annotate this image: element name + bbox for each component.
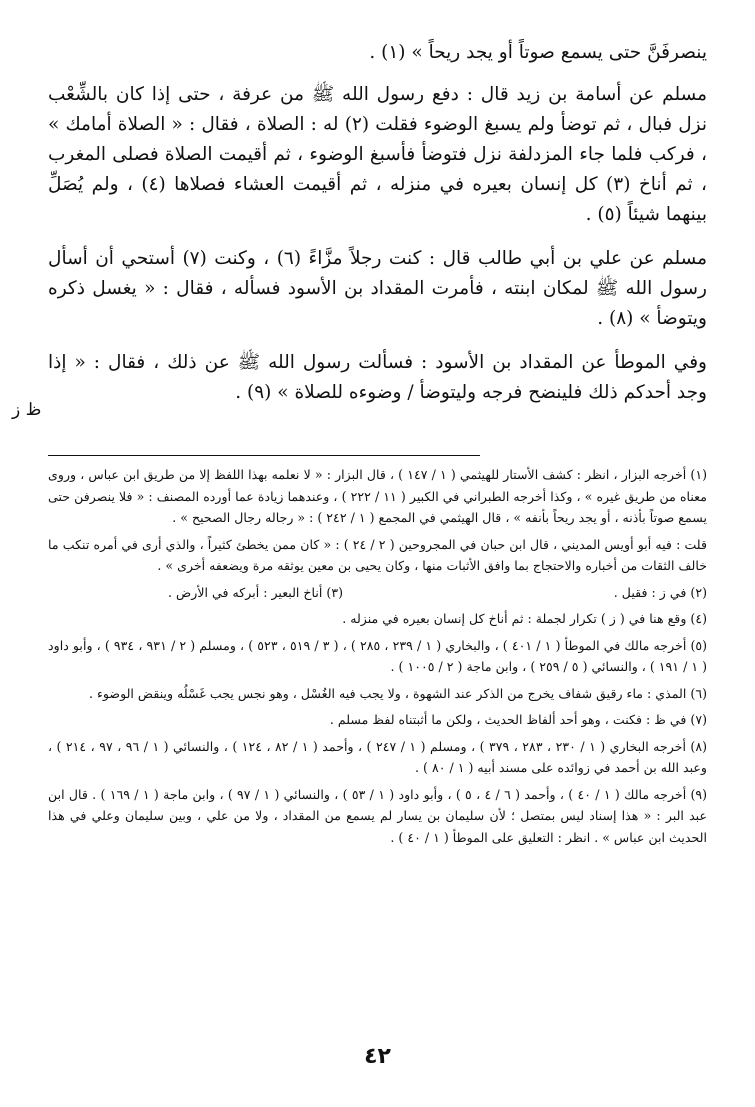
paragraph-continuation: ينصرفَنَّ حتى يسمع صوتاً أو يجد ريحاً » (١) . (369, 42, 707, 63)
paragraph-muwatta-hadith: وفي الموطأ عن المقداد بن الأسود : فسألت رسول الله ﷺ عن ذلك ، فقال : « إذا وجد أحدكم ذلك فلينضح فرجه وليتوضأ / وضوءه للصلاة » (٩) . (48, 352, 707, 403)
footnote-row-2-3 (48, 582, 707, 604)
footnote-2: (٢) في ز : فقيل . (613, 584, 707, 600)
paragraph-usama-hadith: مسلم عن أسامة بن زيد قال : دفع رسول الله ﷺ من عرفة ، حتى إذا كان بالشِّعْب نزل فبال ، ثم توضأ ولم يسبغ الوضوء فقلت (٢) له : الصلاة ، فقال : « الصلاة أمامك » ، فركب فلما جاء المزدلفة نزل فتوضأ فأسبغ الوضوء ، ثم أقيمت الصلاة فصلى المغرب ، ثم أناخ (٣) كل إنسان بعيره في منزله ، ثم أقيمت العشاء فصلاها (٤) ، ولم يُصَلِّ بينهما شيئاً (٥) . (48, 84, 707, 225)
footnote-7: (٧) في ظ : فكنت ، وهو أحد ألفاظ الحديث ، ولكن ما أثبتناه لفظ مسلم . (329, 712, 707, 727)
footnote-8: (٨) أخرجه البخاري ( ١ / ٢٣٠ ، ٢٨٣ ، ٣٧٩ ) ، ومسلم ( ١ / ٢٤٧ ) ، وأحمد ( ١ / ٨٢ ، ١٢٤ ) ، والنسائي ( ١ / ٩٦ ، ٩٧ ، ٢١٤ ) ، وعبد الله بن أحمد في زوائده على مسند أبيه ( ١ / ٨٠ ) . (48, 738, 708, 775)
footnote-1: (١) أخرجه البزار ، انظر : كشف الأستار للهيثمي ( ١ / ١٤٧ ) ، قال البزار : « لا نعلمه بهذا اللفظ إلا من طريق ابن عباس ، وروى معناه من طريق غيره » ، وكذا أخرجه الطبراني في الكبير ( ١١ / ٢٢٢ ) ، وعندهما زيادة عما أورده المصنف : « فلا ينصرفن حتى يسمع صوتاً بأذنه ، أو يجد ريحاً بأنفه » ، قال الهيثمي في المجمع ( ١ / ٢٤٢ ) : « رجاله رجال الصحيح » . (48, 467, 708, 525)
footnote-4: (٤) وقع هنا في ( ز ) تكرار لجملة : ثم أناخ كل إنسان بعيره في منزله . (342, 611, 707, 626)
footnote-6: (٦) المذي : ماء رقيق شفاف يخرج من الذكر عند الشهوة ، ولا يجب فيه الغُسْل ، وهو نجس يجب غَسْلُه وينقض الوضوء . (88, 685, 707, 701)
page-number: ٤٢ (364, 1044, 391, 1069)
footnote-1-comment: قلت : فيه أبو أويس المديني ، قال ابن حبان في المجروحين ( ٢ / ٢٤ ) : « كان ممن يخطئ كثيراً ، والذي أرى في أمره تنكب ما خالف الثقات من أخباره والاحتجاج بما وافق الأثبات منها ، وكان يحيى بن معين يوثقه مرة ويضعفه أخرى » . (48, 536, 707, 573)
footnote-divider (48, 455, 480, 456)
margin-note: ظ ز (12, 400, 42, 420)
footnote-3: (٣) أناخ البعير : أبركه في الأرض . (168, 584, 344, 600)
footnote-9: (٩) أخرجه مالك ( ١ / ٤٠ ) ، وأحمد ( ٦ / ٤ ، ٥ ) ، وأبو داود ( ١ / ٥٣ ) ، والنسائي ( ١ / ٩٧ ) ، وابن ماجة ( ١ / ١٦٩ ) . قال ابن عبد البر : « هذا إسناد ليس بمتصل ؛ لأن سليمان بن يسار لم يسمع من المقداد ، ولا من علي ، وبين سليمان وعلي في هذا الحديث ابن عباس » . انظر : التعليق على الموطأ ( ١ / ٤٠ ) . (48, 786, 708, 845)
paragraph-ali-hadith: مسلم عن علي بن أبي طالب قال : كنت رجلاً مزَّاءً (٦) ، وكنت (٧) أستحي أن أسأل رسول الله ﷺ لمكان ابنته ، فأمرت المقداد بن الأسود فسأله ، فقال : « يغسل ذكره ويتوضأ » (٨) . (48, 248, 707, 329)
footnotes (48, 464, 707, 853)
footnote-5: (٥) أخرجه مالك في الموطأ ( ١ / ٤٠١ ) ، والبخاري ( ١ / ٢٣٩ ، ٢٨٥ ) ، ( ٣ / ٥١٩ ، ٥٢٣ ) ، ومسلم ( ٢ / ٩٣١ ، ٩٣٤ ) ، وأبو داود ( ١ / ١٩١ ) ، والنسائي ( ٥ / ٢٥٩ ) ، وابن ماجة ( ٢ / ١٠٠٥ ) . (48, 637, 708, 674)
main-text (48, 38, 707, 422)
